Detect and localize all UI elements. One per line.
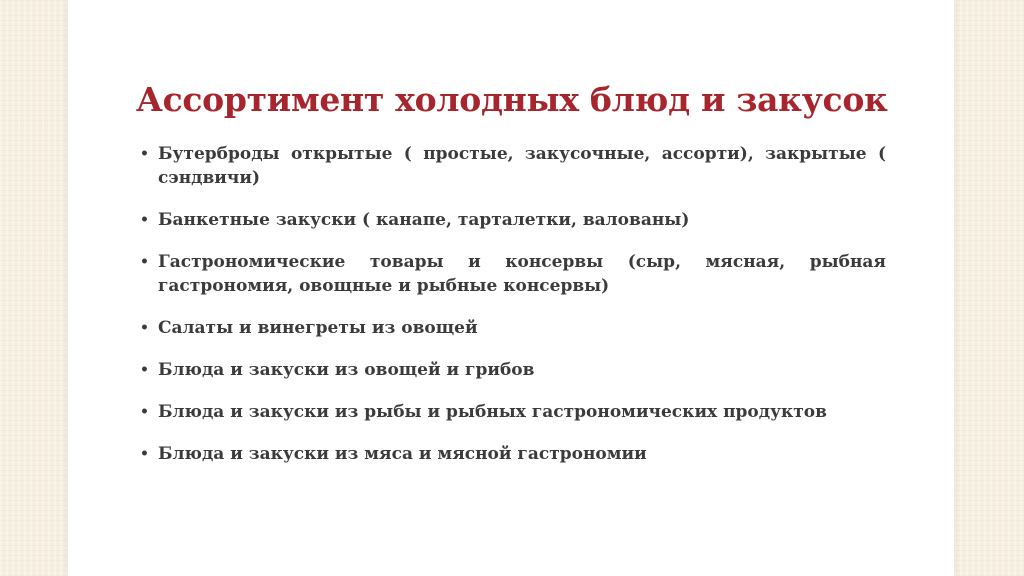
- list-item: [136, 358, 886, 382]
- list-item-text: Салаты и винегреты из овощей: [158, 318, 478, 338]
- bullet-icon: •: [140, 212, 149, 228]
- list-item-text: Банкетные закуски ( канапе, тарталетки, валованы): [158, 210, 690, 230]
- bullet-icon: •: [140, 404, 149, 420]
- list-item-text: Гастрономические товары и консервы (сыр, мясная, рыбная гастрономия, овощные и рыбные консервы): [158, 252, 886, 296]
- bullet-icon: •: [140, 320, 149, 336]
- slide-title: Ассортимент холодных блюд и закусок: [136, 80, 888, 119]
- bullet-icon: •: [140, 446, 149, 462]
- list-item: [136, 208, 886, 232]
- bullet-icon: •: [140, 254, 149, 270]
- list-item-text: Блюда и закуски из рыбы и рыбных гастрономических продуктов: [158, 402, 827, 422]
- list-item-text: Блюда и закуски из овощей и грибов: [158, 360, 535, 380]
- list-item: [136, 442, 886, 466]
- list-item-text: Бутерброды открытые ( простые, закусочные, ассорти), закрытые ( сэндвичи): [158, 144, 886, 188]
- list-item: [136, 250, 886, 298]
- list-item: [136, 316, 886, 340]
- list-item: [136, 142, 886, 190]
- list-item: [136, 400, 886, 424]
- bullet-list: [136, 142, 886, 484]
- bullet-icon: •: [140, 146, 149, 162]
- list-item-text: Блюда и закуски из мяса и мясной гастрономии: [158, 444, 647, 464]
- bullet-icon: •: [140, 362, 149, 378]
